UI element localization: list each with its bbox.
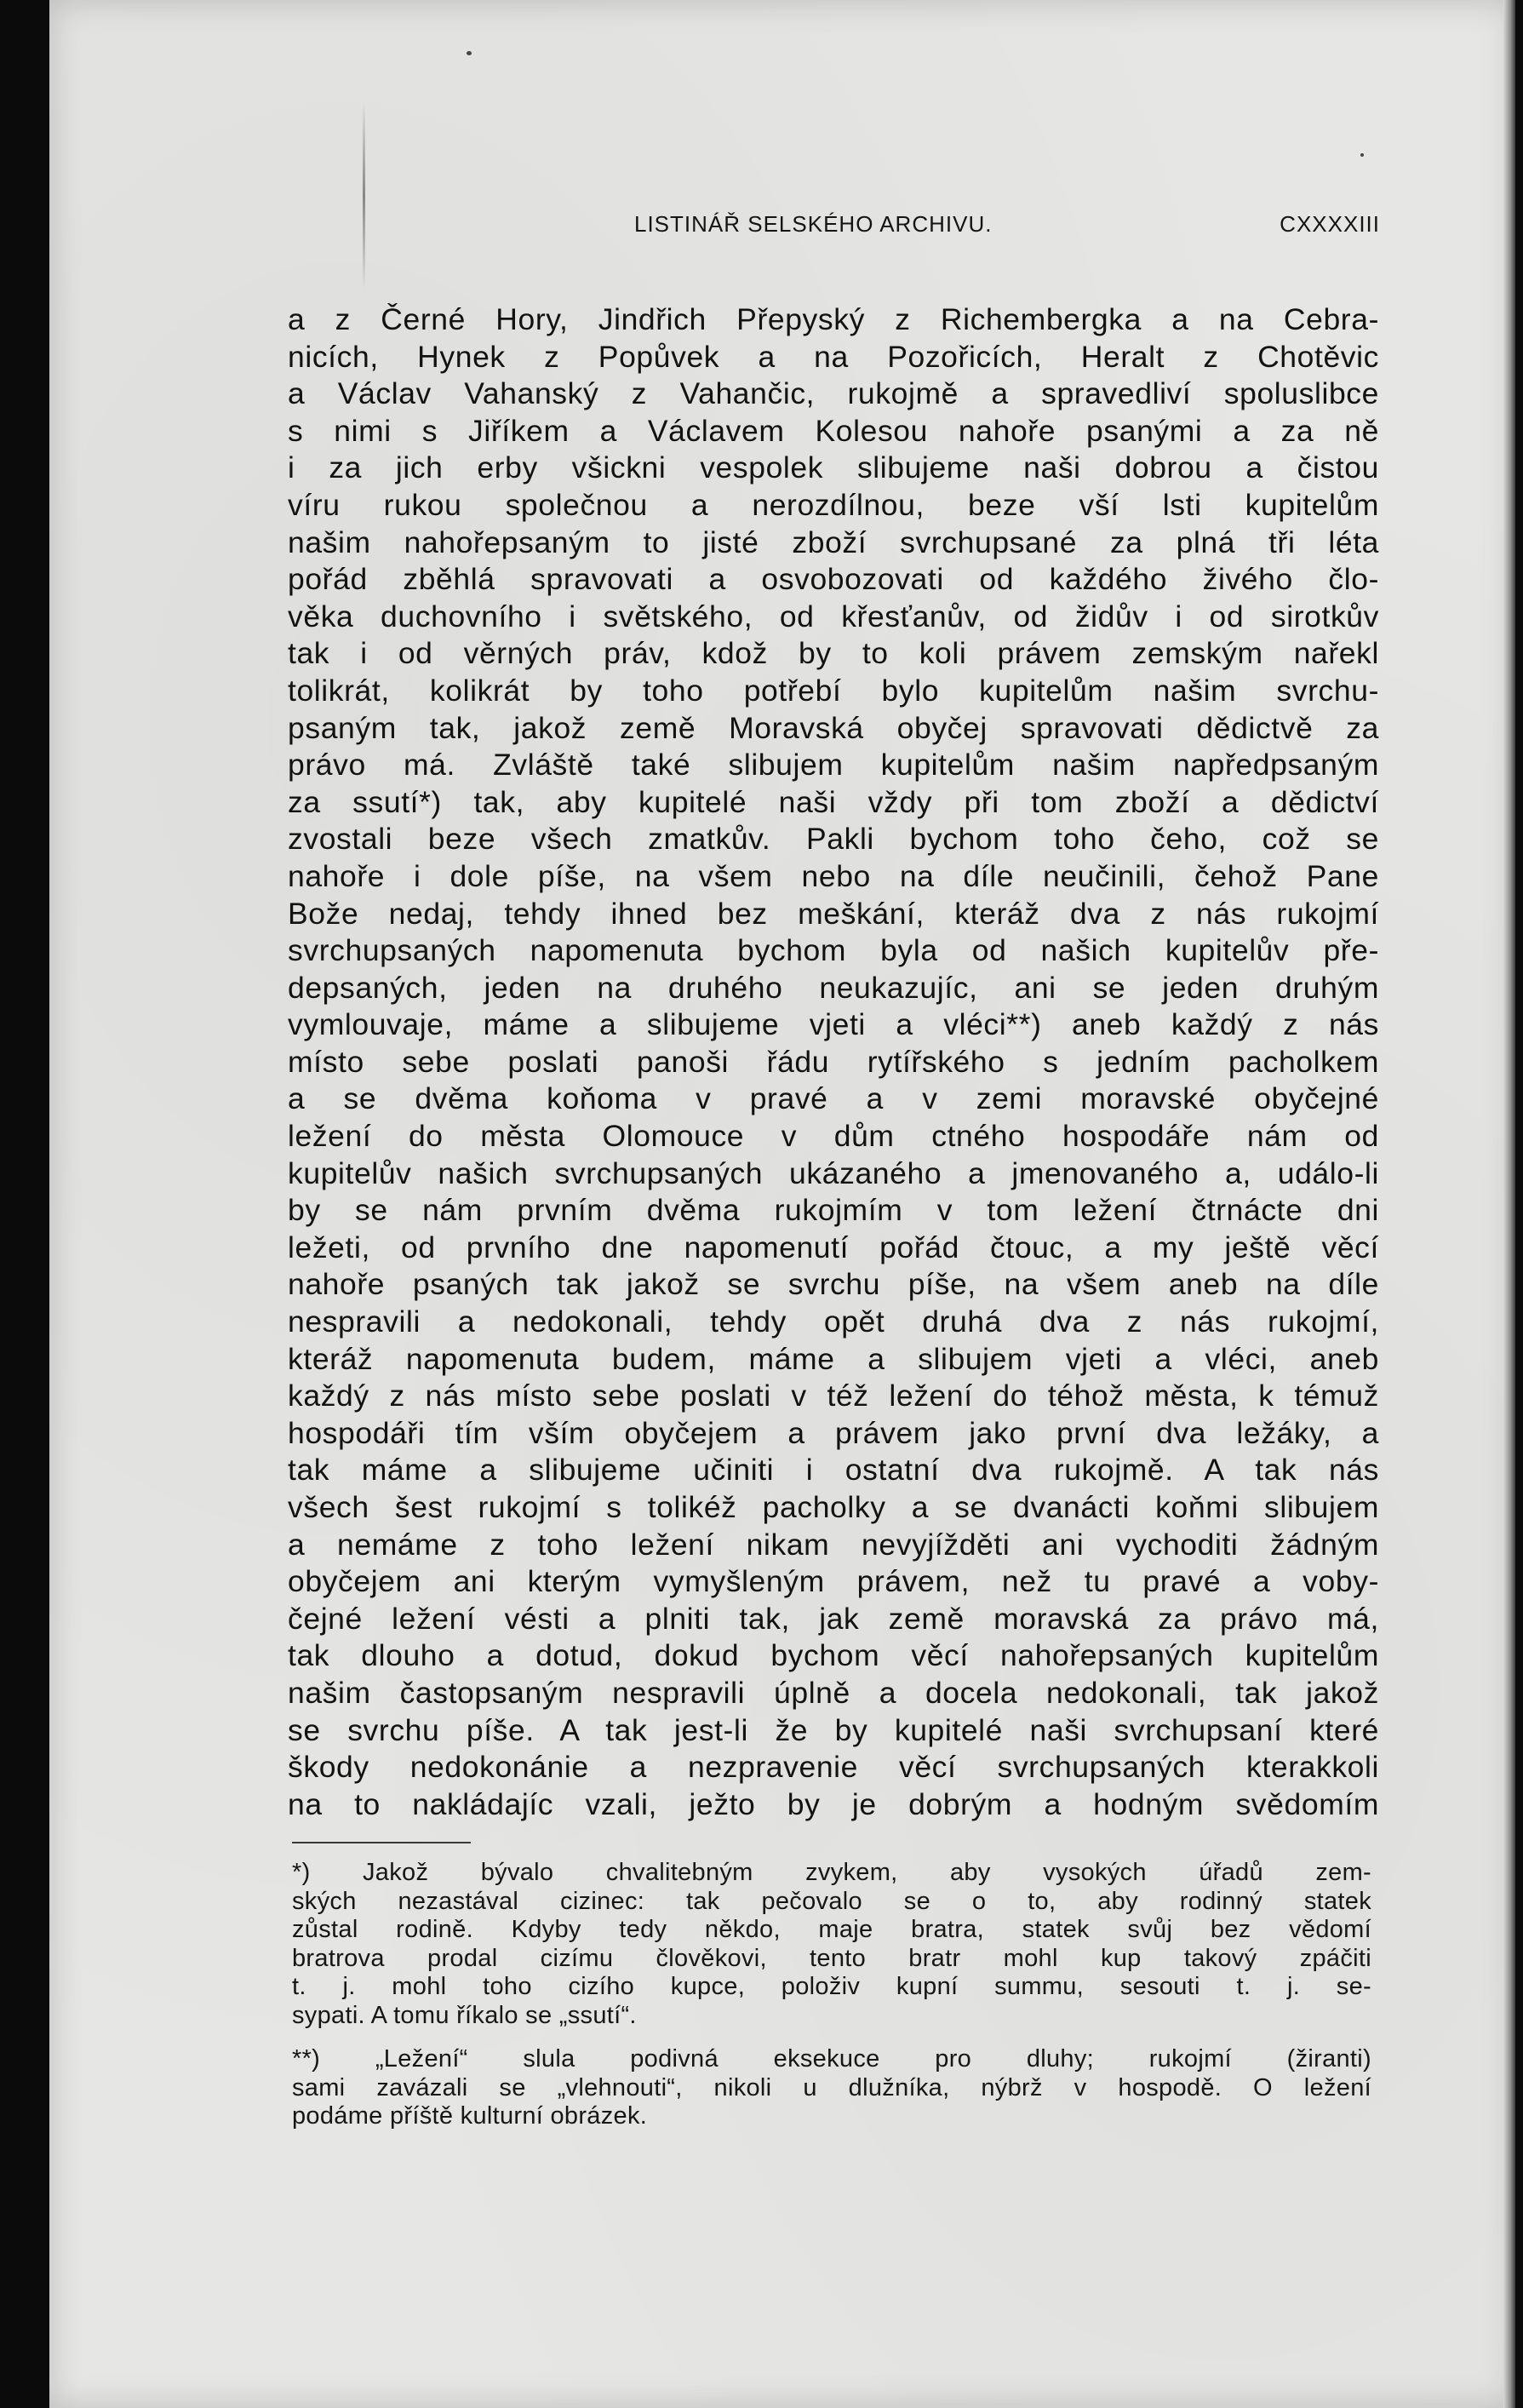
- body-text: [288, 301, 1379, 1823]
- text-line: pořád zběhlá spravovati a osvobozovati od každého živého člo-: [288, 562, 1379, 597]
- footnote-line: sypati. A tomu říkalo se „ssutí“.: [292, 2001, 637, 2029]
- text-line: by se nám prvním dvěma rukojmím v tom ležení čtrnácte dni: [288, 1193, 1379, 1228]
- text-line: a z Černé Hory, Jindřich Přepyský z Richembergka a na Cebra-: [288, 302, 1379, 336]
- text-line: vymlouvaje, máme a slibujeme vjeti a vléci**) aneb každý z nás: [288, 1007, 1379, 1042]
- text-line: obyčejem ani kterým vymyšleným právem, než tu pravé a voby-: [288, 1564, 1379, 1599]
- text-line: zvostali beze všech zmatkův. Pakli bychom toho čeho, což se: [288, 822, 1379, 857]
- page-crease: [363, 102, 365, 290]
- footnote-line: ských nezastával cizinec: tak pečovalo se o to, aby rodinný statek: [292, 1887, 1371, 1915]
- text-line: tolikrát, kolikrát by toho potřebí bylo kupitelům našim svrchu-: [288, 673, 1379, 708]
- text-line: místo sebe poslati panoši řádu rytířského s jedním pacholkem: [288, 1044, 1379, 1079]
- text-line: tak i od věrných práv, kdož by to koli právem zemským nařekl: [288, 636, 1379, 671]
- text-line: a nemáme z toho ležení nikam nevyjížděti ani vychoditi žádným: [288, 1527, 1379, 1562]
- footnote-divider: [292, 1842, 471, 1843]
- footnote-2: [292, 2045, 1371, 2131]
- text-line: svrchupsaných napomenuta bychom byla od našich kupitelův pře-: [288, 933, 1379, 968]
- text-line: psaným tak, jakož země Moravská obyčej spravovati dědictvě za: [288, 710, 1379, 745]
- text-line: kupitelův našich svrchupsaných ukázaného a jmenovaného a, událo-li: [288, 1155, 1379, 1190]
- text-line: za ssutí*) tak, aby kupitelé naši vždy při tom zboží a dědictví: [288, 784, 1379, 819]
- text-line: hospodáři tím vším obyčejem a právem jako první dva ležáky, a: [288, 1415, 1379, 1450]
- footnote-1: [292, 1859, 1371, 2030]
- text-line: nespravili a nedokonali, tehdy opět druhá dva z nás rukojmí,: [288, 1304, 1379, 1339]
- footnote-line: sami zavázali se „vlehnouti“, nikoli u dlužníka, nýbrž v hospodě. O ležení: [292, 2073, 1371, 2101]
- scan-speck: [1360, 153, 1364, 157]
- text-line: ležeti, od prvního dne napomenutí pořád čtouc, a my ještě věcí: [288, 1230, 1379, 1264]
- text-line: všech šest rukojmí s tolikéž pacholky a se dvanácti koňmi slibujem: [288, 1490, 1379, 1524]
- text-line: na to nakládajíc vzali, ježto by je dobrým a hodným svědomím: [288, 1786, 1379, 1821]
- text-line: právo má. Zvláště také slibujem kupitelům našim napředpsaným: [288, 748, 1379, 783]
- text-line: s nimi s Jiříkem a Václavem Kolesou nahoře psanými a za ně: [288, 413, 1379, 448]
- text-line: a se dvěma koňoma v pravé a v zemi moravské obyčejné: [288, 1081, 1379, 1116]
- text-line: každý z nás místo sebe poslati v též ležení do téhož města, k témuž: [288, 1379, 1379, 1413]
- text-line: tak máme a slibujeme učiniti i ostatní dva rukojmě. A tak nás: [288, 1453, 1379, 1488]
- page-edge-shadow: [1503, 0, 1515, 2408]
- text-line: nahoře psaných tak jakož se svrchu píše, na všem aneb na díle: [288, 1267, 1379, 1302]
- text-line: kteráž napomenuta budem, máme a slibujem vjeti a vléci, aneb: [288, 1341, 1379, 1376]
- text-line: tak dlouho a dotud, dokud bychom věcí nahořepsaných kupitelům: [288, 1638, 1379, 1673]
- footnote-line: **) „Ležení“ slula podivná eksekuce pro dluhy; rukojmí (žiranti): [292, 2045, 1371, 2073]
- footnote-line: zůstal rodině. Kdyby tedy někdo, maje bratra, statek svůj bez vědomí: [292, 1916, 1371, 1943]
- footnote-line: t. j. mohl toho cizího kupce, položiv kupní summu, sesouti t. j. se-: [292, 1973, 1371, 2000]
- header-title: LISTINÁŘ SELSKÉHO ARCHIVU.: [634, 211, 993, 237]
- text-line: Bože nedaj, tehdy ihned bez meškání, kteráž dva z nás rukojmí: [288, 896, 1379, 931]
- footnotes: [292, 1859, 1371, 2131]
- footnote-line: *) Jakož bývalo chvalitebným zvykem, aby vysokých úřadů zem-: [292, 1859, 1371, 1886]
- text-line: našim nahořepsaným to jisté zboží svrchupsané za plná tři léta: [288, 525, 1379, 559]
- scanned-page: [49, 0, 1515, 2408]
- scan-speck: [467, 51, 472, 55]
- text-line: nahoře i dole píše, na všem nebo na díle neučinili, čehož Pane: [288, 858, 1379, 893]
- text-line: víru rukou společnou a nerozdílnou, beze vší lsti kupitelům: [288, 487, 1379, 522]
- text-line: nicích, Hynek z Popůvek a na Pozořicích, Heralt z Chotěvic: [288, 339, 1379, 374]
- text-line: i za jich erby všickni vespolek slibujeme naši dobrou a čistou: [288, 450, 1379, 485]
- text-line: škody nedokonánie a nezpravenie věcí svrchupsaných kterakkoli: [288, 1750, 1379, 1785]
- footnote-line: podáme příště kulturní obrázek.: [292, 2102, 648, 2130]
- text-line: našim častopsaným nespravili úplně a docela nedokonali, tak jakož: [288, 1675, 1379, 1710]
- text-line: ležení do města Olomouce v dům ctného hospodáře nám od: [288, 1119, 1379, 1154]
- text-line: a Václav Vahanský z Vahančic, rukojmě a spravedliví spoluslibce: [288, 376, 1379, 411]
- page-number: CXXXXIII: [1280, 211, 1380, 237]
- text-line: se svrchu píše. A tak jest-li že by kupitelé naši svrchupsaní které: [288, 1712, 1379, 1747]
- footnote-gap: [292, 2030, 1371, 2045]
- running-header: [634, 211, 1380, 245]
- text-line: věka duchovního i světského, od křesťanův, od židův i od sirotkův: [288, 599, 1379, 634]
- text-line: depsaných, jeden na druhého neukazujíc, ani se jeden druhým: [288, 970, 1379, 1005]
- text-line: čejné ležení vésti a plniti tak, jak země moravská za právo má,: [288, 1601, 1379, 1636]
- footnote-line: bratrova prodal cizímu člověkovi, tento bratr mohl kup takový zpáčiti: [292, 1944, 1371, 1972]
